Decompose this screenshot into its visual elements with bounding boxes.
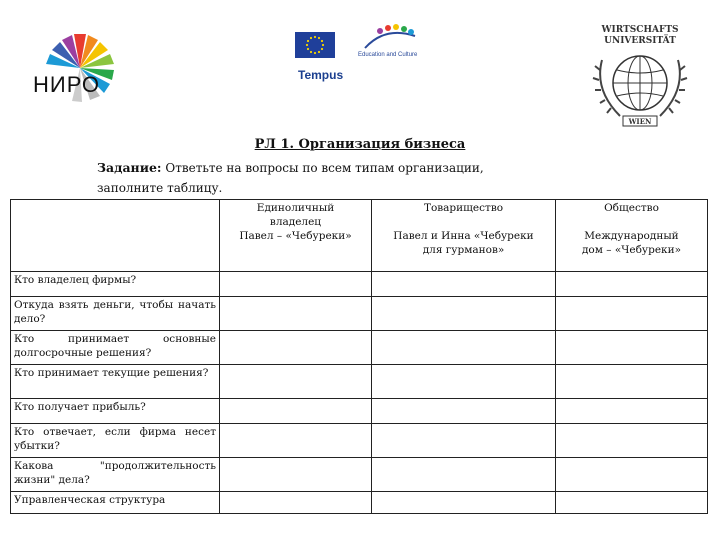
table-row bbox=[11, 272, 708, 297]
answer-cell[interactable] bbox=[372, 399, 556, 424]
column-header-partnership: Товарищество Павел и Инна «Чебуреки для гурманов» bbox=[372, 200, 556, 272]
column-header-corporation: Общество Международный дом – «Чебуреки» bbox=[556, 200, 708, 272]
table-row bbox=[11, 424, 708, 458]
answer-cell[interactable] bbox=[556, 272, 708, 297]
answer-cell[interactable] bbox=[372, 297, 556, 331]
table-header-row bbox=[11, 200, 708, 272]
answer-cell[interactable] bbox=[556, 297, 708, 331]
answer-cell[interactable] bbox=[556, 331, 708, 365]
question-cell: Кто принимает основные долгосрочные решения? bbox=[11, 331, 220, 365]
question-cell: Кто получает прибыль? bbox=[11, 399, 220, 424]
table-row bbox=[11, 458, 708, 492]
table-row bbox=[11, 297, 708, 331]
university-city: WIEN bbox=[628, 117, 652, 126]
table-row bbox=[11, 331, 708, 365]
answer-cell[interactable] bbox=[372, 492, 556, 514]
question-cell: Откуда взять деньги, чтобы начать дело? bbox=[11, 297, 220, 331]
answer-cell[interactable] bbox=[220, 458, 372, 492]
task-line-1: Ответьте на вопросы по всем типам организации, bbox=[161, 161, 484, 175]
answer-cell[interactable] bbox=[372, 458, 556, 492]
answer-cell[interactable] bbox=[372, 424, 556, 458]
answer-cell[interactable] bbox=[372, 331, 556, 365]
answer-cell[interactable] bbox=[220, 365, 372, 399]
header-empty-cell bbox=[11, 200, 220, 272]
task-line-2: заполните таблицу. bbox=[97, 181, 223, 195]
question-cell: Кто владелец фирмы? bbox=[11, 272, 220, 297]
answer-cell[interactable] bbox=[220, 331, 372, 365]
question-cell: Управленческая структура bbox=[11, 492, 220, 514]
task-label: Задание: bbox=[97, 160, 162, 175]
answer-cell[interactable] bbox=[220, 272, 372, 297]
education-culture-logo-icon bbox=[360, 22, 430, 54]
column-header-sole-owner: Единоличный владелец Павел – «Чебуреки» bbox=[220, 200, 372, 272]
table-row bbox=[11, 492, 708, 514]
task-text bbox=[97, 158, 617, 198]
university-seal-icon bbox=[590, 20, 690, 130]
question-cell: Кто принимает текущие решения? bbox=[11, 365, 220, 399]
page-title: РЛ 1. Организация бизнеса bbox=[254, 137, 466, 152]
answer-cell[interactable] bbox=[556, 365, 708, 399]
answer-cell[interactable] bbox=[556, 458, 708, 492]
university-name-line2: UNIVERSITÄT bbox=[604, 36, 676, 46]
question-cell: Кто отвечает, если фирма несет убытки? bbox=[11, 424, 220, 458]
niro-logo-text: НИРО bbox=[33, 72, 101, 97]
question-cell: Какова "продолжительность жизни" дела? bbox=[11, 458, 220, 492]
university-name-line1: WIRTSCHAFTS bbox=[601, 25, 679, 35]
answer-cell[interactable] bbox=[556, 492, 708, 514]
tempus-label: Tempus bbox=[298, 68, 344, 82]
table-row bbox=[11, 365, 708, 399]
organization-table bbox=[10, 199, 708, 514]
answer-cell[interactable] bbox=[220, 424, 372, 458]
answer-cell[interactable] bbox=[220, 399, 372, 424]
answer-cell[interactable] bbox=[556, 399, 708, 424]
answer-cell[interactable] bbox=[220, 297, 372, 331]
answer-cell[interactable] bbox=[556, 424, 708, 458]
answer-cell[interactable] bbox=[220, 492, 372, 514]
table-row bbox=[11, 399, 708, 424]
niro-logo-icon bbox=[30, 30, 120, 110]
answer-cell[interactable] bbox=[372, 365, 556, 399]
answer-cell[interactable] bbox=[372, 272, 556, 297]
eu-flag-icon bbox=[295, 32, 335, 58]
education-culture-label: Education and Culture bbox=[358, 52, 418, 58]
